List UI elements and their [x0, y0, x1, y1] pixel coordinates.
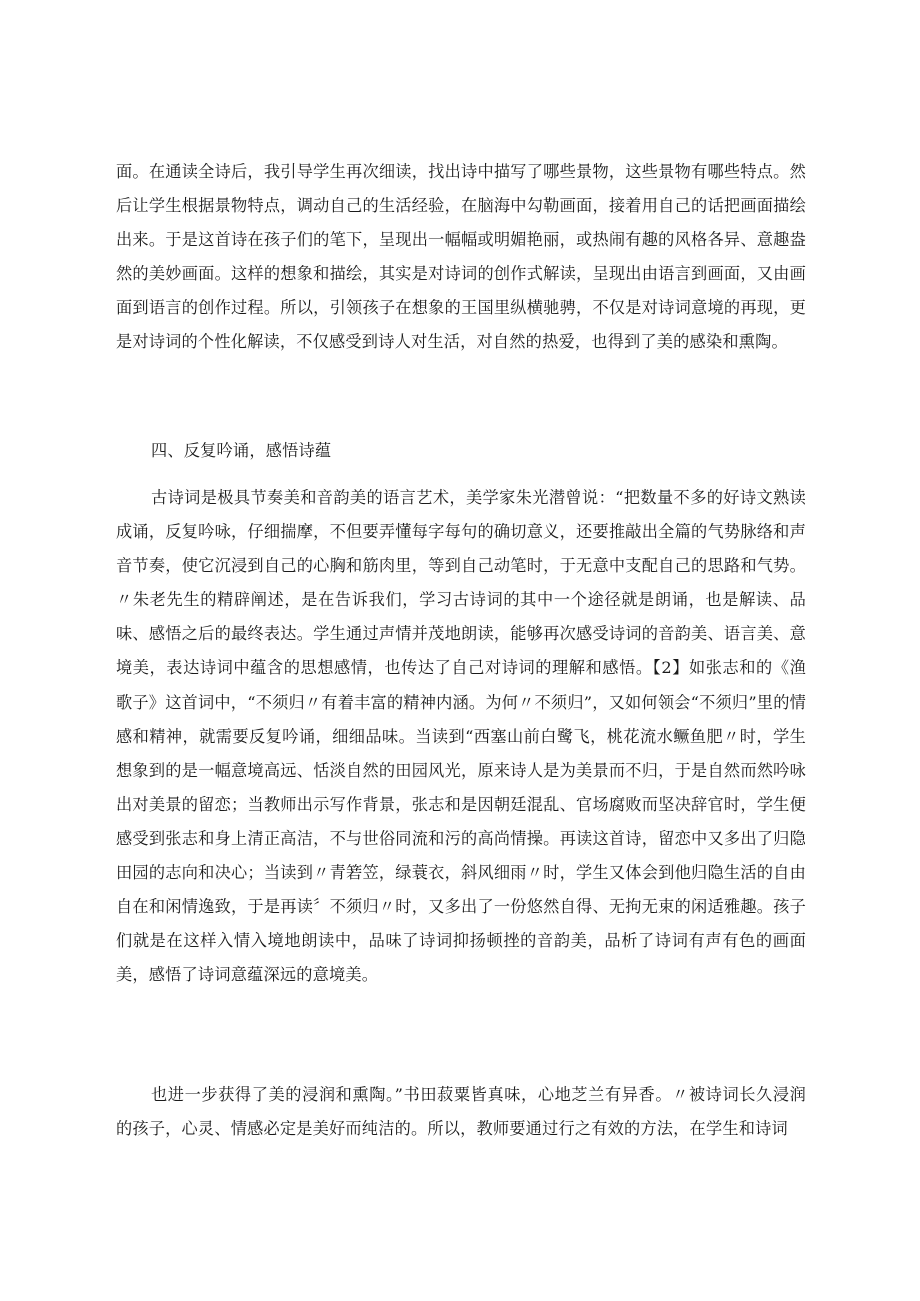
- paragraph-text: 面。在通读全诗后，我引导学生再次细读，找出诗中描写了哪些景物，这些景物有哪些特点。然后让学生根据景物特点，调动自己的生活经验，在脑海中勾勒画面，接着用自己的话把画面描绘出来。于是这首诗在孩子们的笔下，呈现出一幅幅或明媚艳丽，或热闹有趣的风格各异、意趣盎然的美妙画面。这样的想象和描绘，其实是对诗词的创作式解读，呈现出由语言到画面，又由画面到语言的创作过程。所以，引领孩子在想象的王国里纵横驰骋，不仅是对诗词意境的再现，更是对诗词的个性化解读，不仅感受到诗人对生活，对自然的热爱，也得到了美的感染和熏陶。: [116, 162, 806, 352]
- body-paragraph: [116, 155, 806, 360]
- section-heading-text: 四、反复吟诵，感悟诗蕴: [151, 441, 332, 460]
- body-paragraph: [116, 1078, 806, 1146]
- section-heading: [151, 434, 751, 468]
- paragraph-text: 也进一步获得了美的浸润和熏陶。”书田菽粟皆真味，心地芝兰有异香。〃被诗词长久浸润的孩子，心灵、情感必定是美好而纯洁的。所以，教师要通过行之有效的方法，在学生和诗词: [116, 1085, 806, 1139]
- paragraph-text: 古诗词是极具节奏美和音韵美的语言艺术，美学家朱光潜曾说：“把数量不多的好诗文熟读成诵，反复吟咏，仔细揣摩，不但要弄懂每字每句的确切意义，还要推敲出全篇的气势脉络和声音节奏，使它沉浸到自己的心胸和筋肉里，等到自己动笔时，于无意中支配自己的思路和气势。〃朱老先生的精辟阐述，是在告诉我们，学习古诗词的其中一个途径就是朗诵，也是解读、品味、感悟之后的最终表达。学生通过声情并茂地朗读，能够再次感受诗词的音韵美、语言美、意境美，表达诗词中蕴含的思想感情，也传达了自己对诗词的理解和感悟。【2】如张志和的《渔歌子》这首词中，“不须归〃有着丰富的精神内涵。为何〃不须归”，又如何领会“不须归”里的情感和精神，就需要反复吟诵，细细品味。当读到“西塞山前白鹭飞，桃花流水鳜鱼肥〃时，学生想象到的是一幅意境高远、恬淡自然的田园风光，原来诗人是为美景而不归，于是自然而然吟咏出对美景的留恋；当教师出示写作背景，张志和是因朝廷混乱、官场腐败而坚决辞官时，学生便感受到张志和身上清正高洁，不与世俗同流和污的高尚情操。再读这首诗，留恋中又多出了归隐田园的志向和决心；当读到〃青箬笠，绿蓑衣，斜风细雨〃时，学生又体会到他归隐生活的自由自在和闲情逸致，于是再读〞不须归〃时，又多出了一份悠然自得、无拘无束的闲适雅趣。孩子们就是在这样入情入境地朗读中，品味了诗词抑扬顿挫的音韵美，品析了诗词有声有色的画面美，感悟了诗词意蕴深远的意境美。: [116, 488, 806, 985]
- body-paragraph: [116, 481, 806, 992]
